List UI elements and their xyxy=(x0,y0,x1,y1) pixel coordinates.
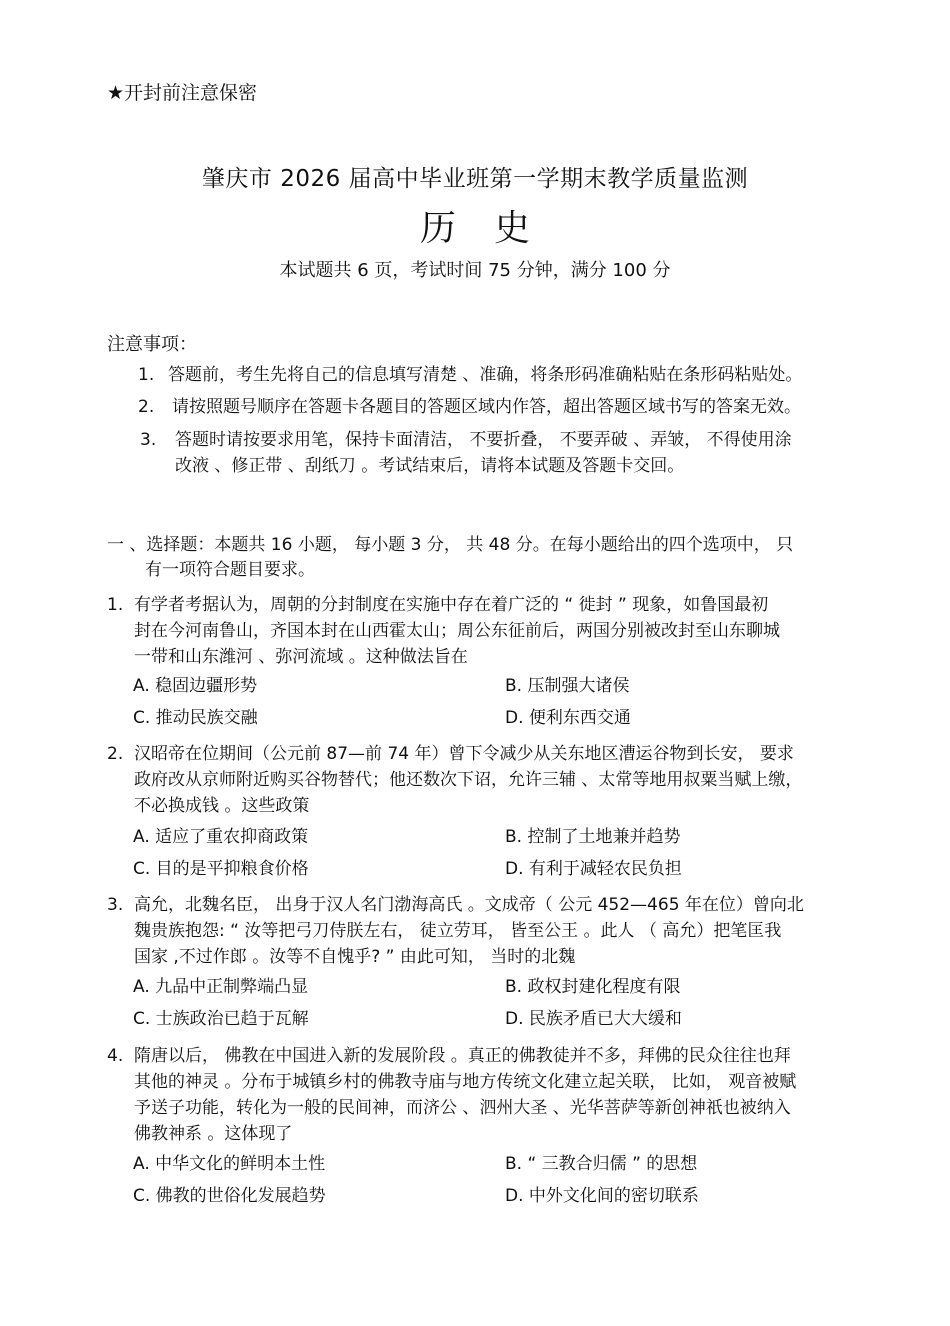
option-c: C. 推动民族交融 xyxy=(133,708,258,728)
option-d: D. 便利东西交通 xyxy=(505,708,631,728)
section-heading-line: 有一项符合题目要求。 xyxy=(145,560,315,580)
exam-info: 本试题共 6 页，考试时间 75 分钟，满分 100 分 xyxy=(279,260,671,281)
note-text: 请按照题号顺序在答题卡各题目的答题区域内作答，超出答题区域书写的答案无效。 xyxy=(172,397,801,417)
option-b: B. “ 三教合归儒 ” 的思想 xyxy=(505,1154,698,1174)
question-number: 3. xyxy=(107,895,124,915)
option-b: B. 控制了土地兼并趋势 xyxy=(505,827,681,847)
section-heading-line: 一 、选择题：本题共 16 小题， 每小题 3 分， 共 48 分。在每小题给出的四个选项中， 只 xyxy=(107,535,794,555)
question-1 xyxy=(107,592,852,670)
option-b: B. 政权封建化程度有限 xyxy=(505,977,681,997)
note-number: 3. xyxy=(140,430,157,450)
question-stem: 汉昭帝在位期间（公元前 87—前 74 年）曾下令减少从关东地区漕运谷物到长安， 要求 政府改从京师附近购买谷物替代；他还数次下诏，允许三辅 、太常等地用叔粟当赋上缴， 不必换成钱 。这些政策 xyxy=(134,744,803,816)
question-stem: 隋唐以后， 佛教在中国进入新的发展阶段 。真正的佛教徒并不多，拜佛的民众往往也拜 其他的神灵 。分布于城镇乡村的佛教寺庙与地方传统文化建立起关联， 比如， 观音被赋 予送子功能，转化为一般的民间神，而济公 、泗州大圣 、光华菩萨等新创神祇也被纳入 佛教神系 。这体现了 xyxy=(134,1046,797,1144)
note-number: 1. xyxy=(138,365,155,385)
option-c: C. 士族政治已趋于瓦解 xyxy=(133,1009,309,1029)
option-b: B. 压制强大诸侯 xyxy=(505,676,630,696)
option-a: A. 稳固边疆形势 xyxy=(133,676,258,696)
note-text: 答题前，考生先将自己的信息填写清楚 、准确，将条形码准确粘贴在条形码粘贴处。 xyxy=(168,365,803,385)
question-2 xyxy=(107,741,852,819)
question-3 xyxy=(107,892,852,970)
note-text: 改液 、修正带 、刮纸刀 。考试结束后，请将本试题及答题卡交回。 xyxy=(175,456,685,476)
option-c: C. 目的是平抑粮食价格 xyxy=(133,859,309,879)
subject-title: 历史 xyxy=(419,208,568,249)
note-text: 答题时请按要求用笔，保持卡面清洁， 不要折叠， 不要弄破 、弄皱， 不得使用涂 xyxy=(175,430,792,450)
exam-title: 肇庆市 2026 届高中毕业班第一学期末教学质量监测 xyxy=(201,166,749,192)
confidential-notice: ★开封前注意保密 xyxy=(107,82,258,104)
question-number: 1. xyxy=(107,595,124,615)
question-stem: 有学者考据认为，周朝的分封制度在实施中存在着广泛的 “ 徙封 ” 现象，如鲁国最初 封在今河南鲁山，齐国本封在山西霍太山；周公东征前后，两国分别被改封至山东聊城 一带和山东潍河 、弥河流域 。这种做法旨在 xyxy=(134,595,780,667)
option-c: C. 佛教的世俗化发展趋势 xyxy=(133,1186,326,1206)
question-number: 4. xyxy=(107,1046,124,1066)
question-number: 2. xyxy=(107,744,124,764)
option-d: D. 有利于减轻农民负担 xyxy=(505,859,682,879)
option-a: A. 中华文化的鲜明本土性 xyxy=(133,1154,326,1174)
option-a: A. 适应了重农抑商政策 xyxy=(133,827,309,847)
section-heading xyxy=(107,533,852,583)
notes-heading: 注意事项： xyxy=(107,334,197,355)
option-d: D. 民族矛盾已大大缓和 xyxy=(505,1009,682,1029)
note-number: 2. xyxy=(138,397,155,417)
option-d: D. 中外文化间的密切联系 xyxy=(505,1186,699,1206)
question-stem: 高允，北魏名臣， 出身于汉人名门渤海高氏 。文成帝（ 公元 452—465 年在位）曾向北 魏贵族抱怨: “ 汝等把弓刀侍朕左右， 徒立劳耳， 皆至公王 。此人 （ 高允）把笔匡我 国家 ,不过作郎 。汝等不自愧乎? ” 由此可知， 当时的北魏 xyxy=(134,895,804,967)
option-a: A. 九品中正制弊端凸显 xyxy=(133,977,309,997)
question-4 xyxy=(107,1043,852,1147)
